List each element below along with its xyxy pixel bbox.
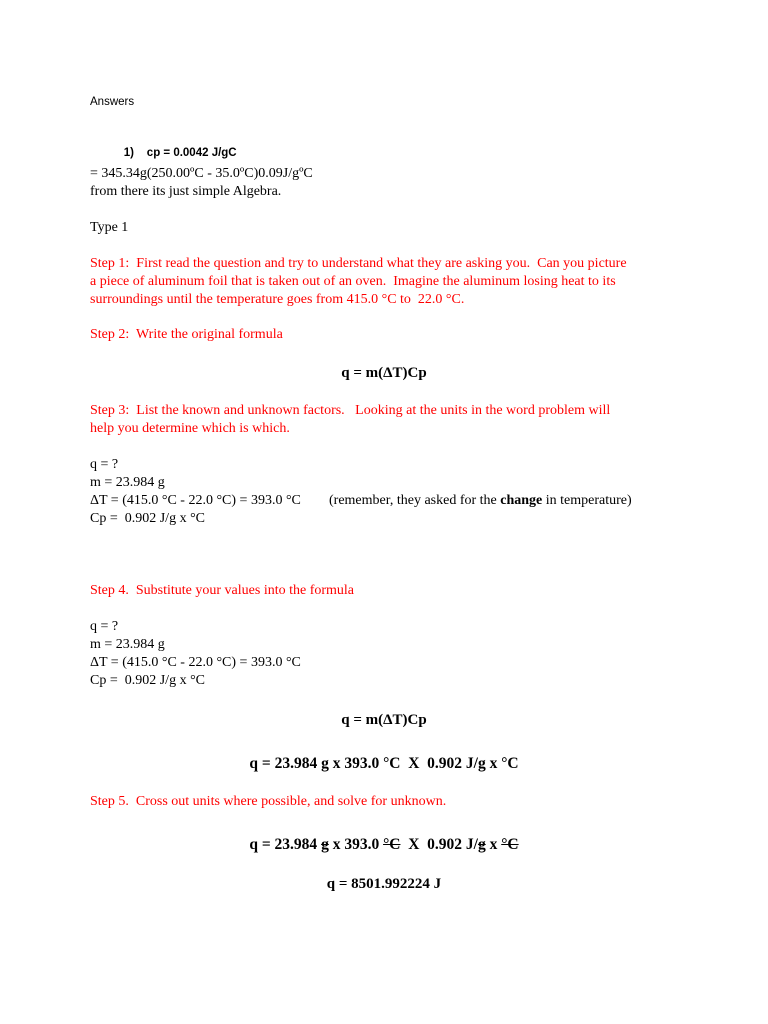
step1-line-3: surroundings until the temperature goes from 415.0 °C to 22.0 °C.	[90, 292, 465, 307]
known-q: q = ?	[90, 457, 119, 472]
step1-line-1: Step 1: First read the question and try to understand what they are asking you. Can you picture	[90, 256, 627, 271]
crossed-unit-g-2: g	[477, 836, 486, 853]
known2-delta-t: ΔT = (415.0 °C - 22.0 °C) = 393.0 °C	[90, 655, 301, 670]
known-delta-t-note: (remember, they asked for the change in temperature)	[329, 493, 632, 508]
step2-text: Step 2: Write the original formula	[90, 327, 283, 342]
step1-line-2: a piece of aluminum foil that is taken out of an oven. Imagine the aluminum losing heat to its	[90, 274, 616, 289]
step4-text: Step 4. Substitute your values into the formula	[90, 583, 355, 598]
calc-line-1: = 345.34g(250.00ºC - 35.0ºC)0.09J/gºC	[90, 166, 313, 181]
known2-m: m = 23.984 g	[90, 637, 165, 652]
known-cp: Cp = 0.902 J/g x °C	[90, 511, 206, 526]
formula-substituted: q = 23.984 g x 393.0 °C X 0.902 J/g x °C	[249, 755, 519, 772]
answer-1-text: cp = 0.0042 J/gC	[146, 146, 237, 159]
known2-q: q = ?	[90, 619, 119, 634]
crossed-unit-c: °C	[383, 836, 401, 853]
crossed-unit-c-2: °C	[501, 836, 519, 853]
formula-repeat: q = m(ΔT)Cp	[341, 712, 427, 728]
formula-crossed-out: q = 23.984 g x 393.0 °C X 0.902 J/g x °C	[249, 836, 519, 853]
step5-text: Step 5. Cross out units where possible, and solve for unknown.	[90, 794, 447, 809]
answers-heading: Answers	[90, 96, 135, 108]
crossed-unit-g: g	[321, 836, 329, 853]
type-label: Type 1	[90, 220, 129, 235]
known-m: m = 23.984 g	[90, 475, 165, 490]
step3-line-1: Step 3: List the known and unknown factors. Looking at the units in the word problem will	[90, 403, 611, 418]
step3-line-2: help you determine which is which.	[90, 421, 290, 436]
result: q = 8501.992224 J	[326, 876, 442, 892]
formula-original: q = m(ΔT)Cp	[341, 365, 427, 381]
calc-line-2: from there its just simple Algebra.	[90, 184, 282, 199]
known-delta-t: ΔT = (415.0 °C - 22.0 °C) = 393.0 °C	[90, 493, 301, 508]
answer-1-number: 1)	[123, 146, 135, 159]
change-emphasis: change	[500, 493, 543, 508]
known2-cp: Cp = 0.902 J/g x °C	[90, 673, 206, 688]
